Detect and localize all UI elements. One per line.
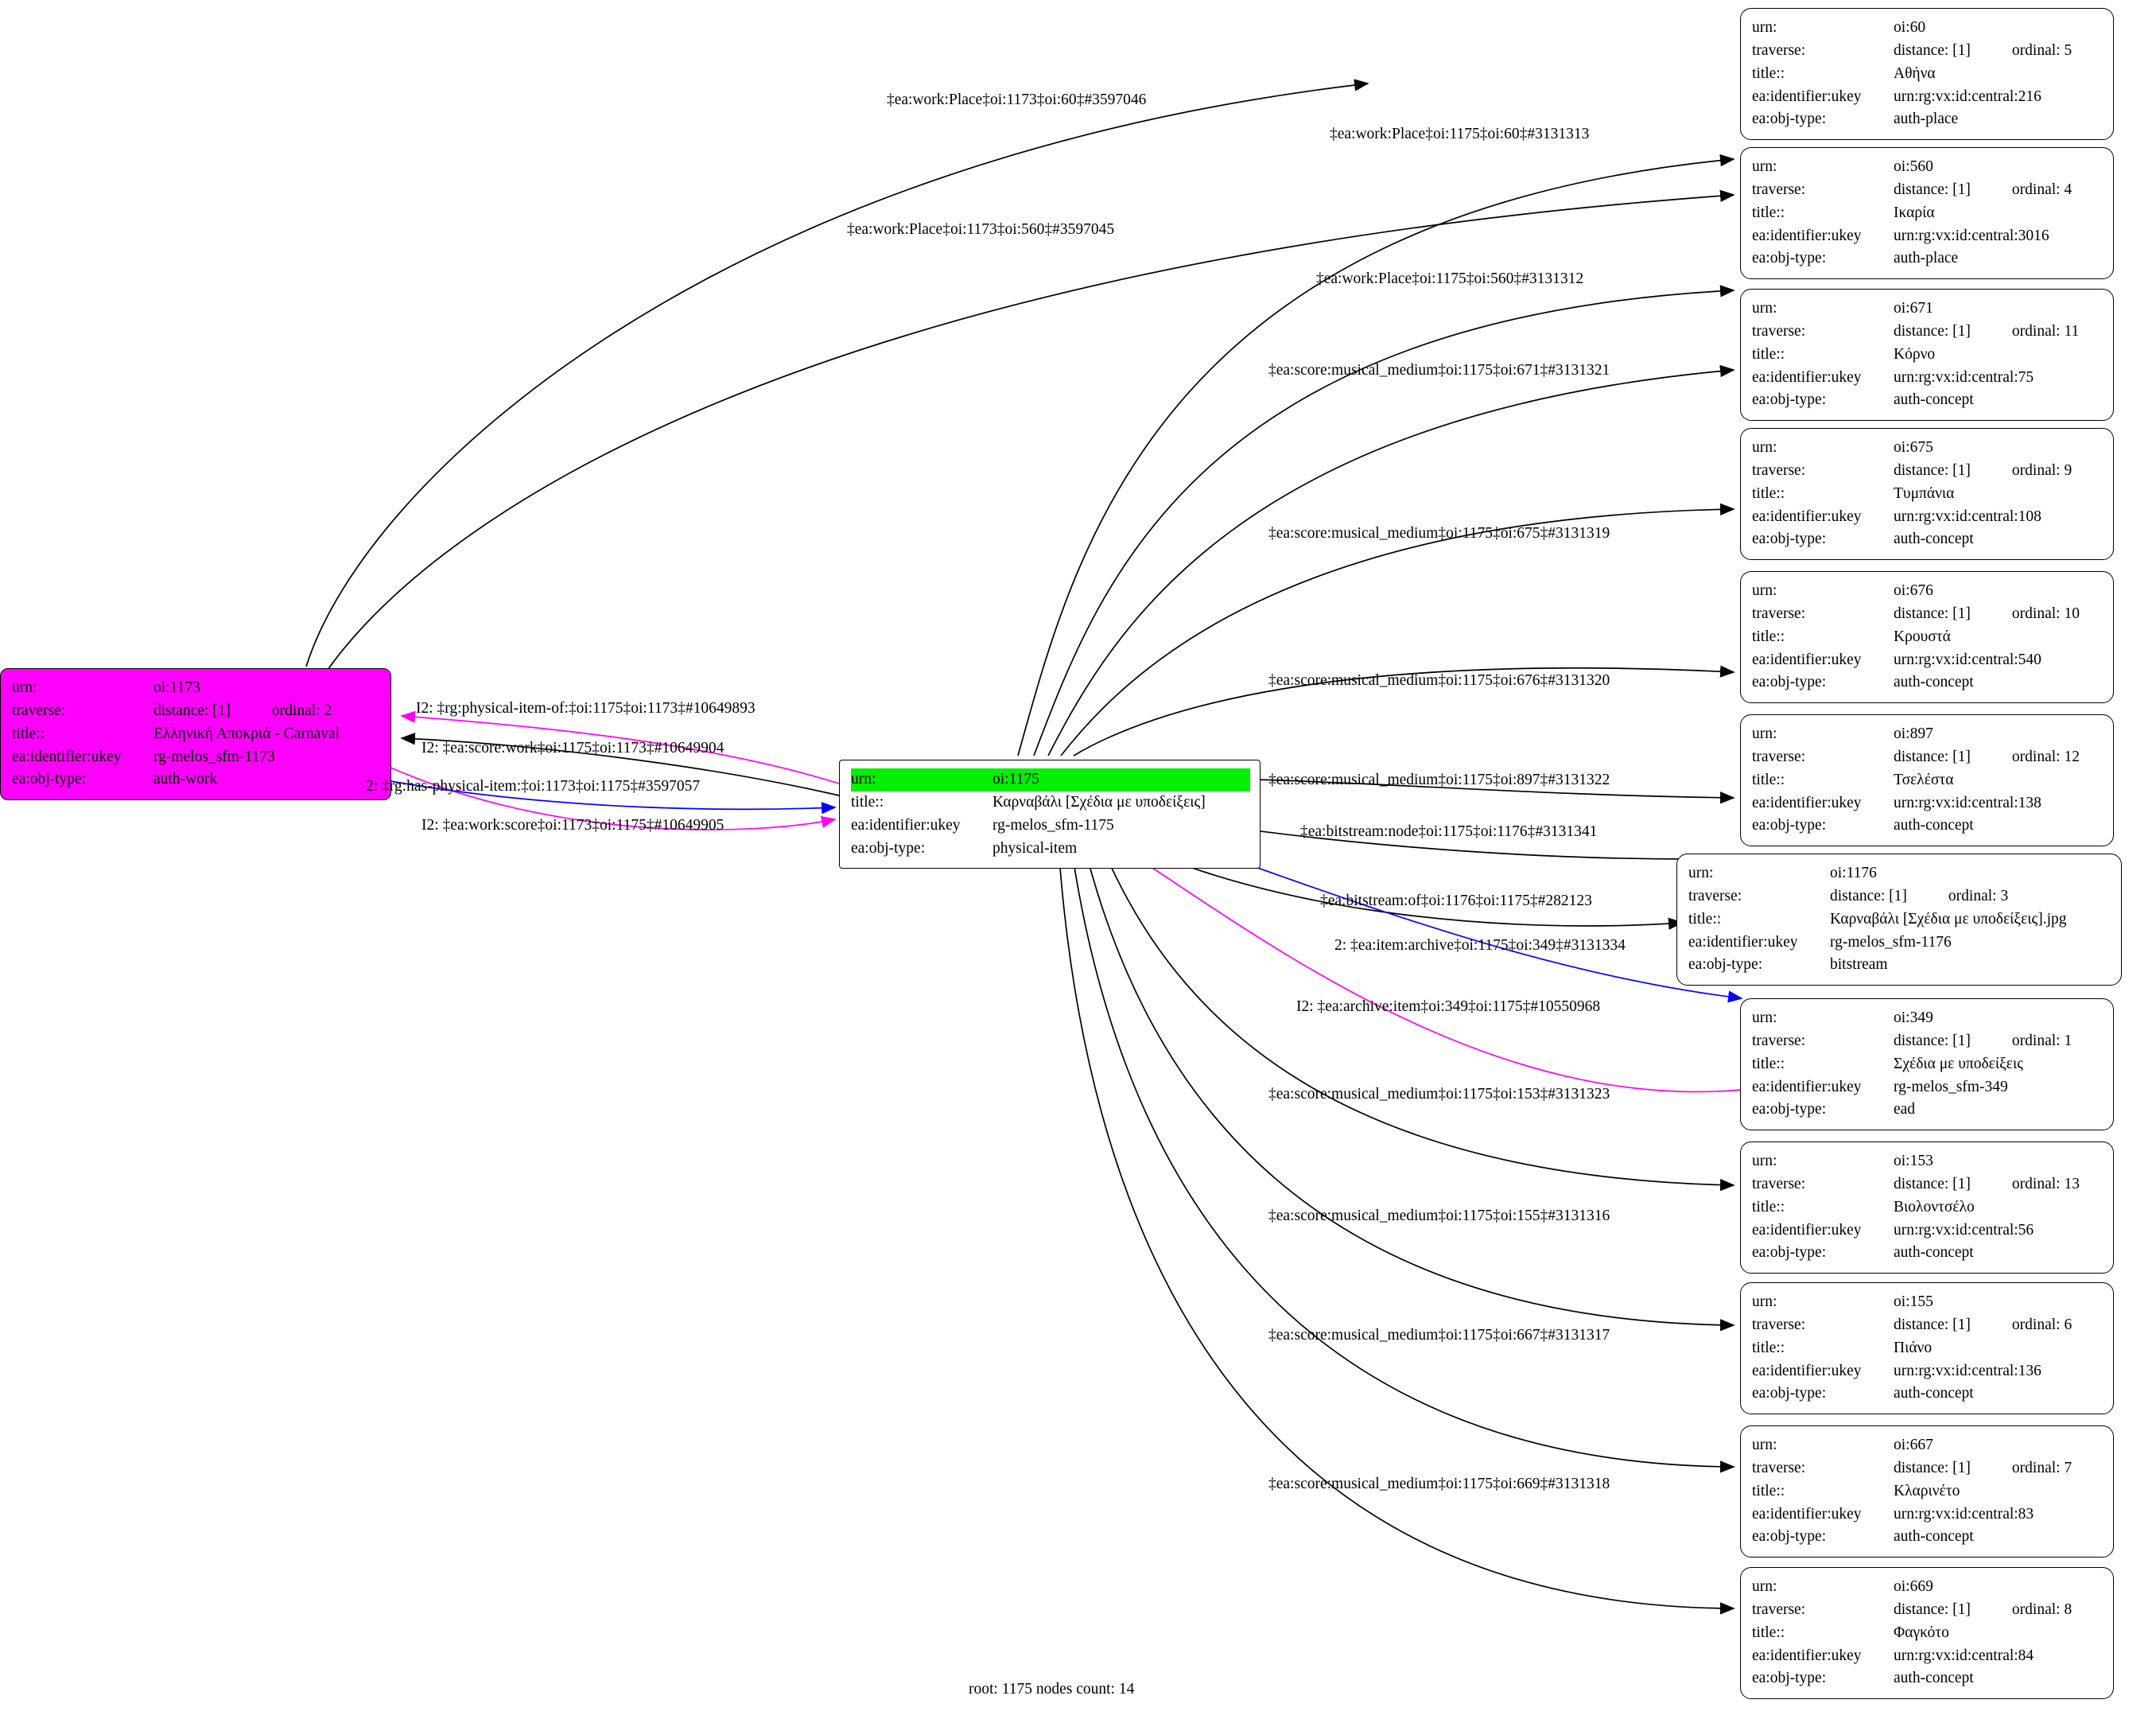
node-row-urn <box>1752 17 2104 40</box>
node-row-traverse <box>1752 321 2104 344</box>
node-item-1175[interactable] <box>839 760 1261 869</box>
field-value-title: Αθήνα <box>1894 64 1936 82</box>
node-row-urn <box>1752 723 2104 746</box>
field-label-urn: urn: <box>1752 1009 1777 1026</box>
field-label-traverse: traverse: <box>1752 1316 1806 1333</box>
field-value-urn: oi:155 <box>1894 1293 1933 1310</box>
node-row-objtype <box>1752 1667 2104 1690</box>
node-row-urn <box>1752 1576 2104 1599</box>
edge-label-mm-671: ‡ea:score:musical_medium‡oi:1175‡oi:671‡#3131321 <box>1268 362 1610 379</box>
graph-caption: root: 1175 nodes count: 14 <box>969 1681 1135 1698</box>
field-value-ordinal: ordinal: 2 <box>271 702 332 719</box>
field-value-ordinal: ordinal: 5 <box>2011 41 2072 59</box>
field-label-traverse: traverse: <box>1752 461 1806 479</box>
field-value-objtype: auth-concept <box>1894 674 1974 691</box>
node-row-ukey <box>1752 1645 2104 1668</box>
node-concept-897[interactable] <box>1740 714 2114 846</box>
field-value-distance: distance: [1] <box>1894 748 1971 765</box>
field-value-ukey: urn:rg:vx:id:central:540 <box>1894 651 2041 668</box>
node-row-traverse <box>1752 1173 2104 1196</box>
field-value-ordinal: ordinal: 8 <box>2011 1600 2072 1618</box>
field-value-ukey: rg-melos_sfm-1176 <box>1830 933 1952 951</box>
field-value-distance: distance: [1] <box>153 702 231 719</box>
field-label-ukey: ea:identifier:ukey <box>1688 933 1798 951</box>
field-value-distance: distance: [1] <box>1894 1316 1971 1333</box>
field-label-title: title:: <box>1752 1339 1785 1356</box>
node-row-title <box>1752 1053 2104 1076</box>
field-value-objtype: auth-concept <box>1894 1670 1974 1687</box>
node-row-title <box>1752 1622 2104 1645</box>
node-concept-153[interactable] <box>1740 1141 2114 1274</box>
field-value-urn: oi:671 <box>1894 300 1933 317</box>
node-concept-676[interactable] <box>1740 571 2114 703</box>
field-label-objtype: ea:obj-type: <box>1752 674 1827 691</box>
field-value-urn: oi:153 <box>1894 1153 1933 1169</box>
field-label-objtype: ea:obj-type: <box>1688 956 1763 974</box>
field-value-ukey: urn:rg:vx:id:central:216 <box>1894 88 2041 105</box>
field-label-urn: urn: <box>1752 725 1777 742</box>
node-row-objtype <box>1752 1242 2104 1265</box>
node-place-60[interactable] <box>1740 8 2114 140</box>
node-row-urn <box>12 677 381 700</box>
field-label-urn: urn: <box>1752 158 1777 175</box>
field-label-traverse: traverse: <box>1752 1175 1806 1192</box>
node-row-urn <box>1752 298 2104 321</box>
node-concept-671[interactable] <box>1740 289 2114 421</box>
node-row-urn <box>1688 862 2111 885</box>
node-row-urn <box>1752 1150 2104 1173</box>
node-work-1173[interactable] <box>0 668 391 800</box>
field-value-ukey: rg-melos_sfm-1173 <box>153 748 275 765</box>
field-label-ukey: ea:identifier:ukey <box>1752 1221 1862 1239</box>
edge-label-1175-place-560: ‡ea:work:Place‡oi:1175‡oi:560‡#3131312 <box>1316 270 1584 287</box>
node-row-objtype <box>1752 1099 2104 1122</box>
field-label-traverse: traverse: <box>12 702 66 719</box>
field-value-distance: distance: [1] <box>1894 1032 1971 1049</box>
node-row-ukey <box>1688 931 2111 955</box>
edge-label-mm-667: ‡ea:score:musical_medium‡oi:1175‡oi:667‡#3131317 <box>1268 1327 1610 1344</box>
field-value-title: Βιολοντσέλο <box>1894 1198 1975 1215</box>
field-value-objtype: physical-item <box>993 839 1078 857</box>
field-label-traverse: traverse: <box>1752 1459 1806 1476</box>
field-value-ordinal: ordinal: 12 <box>2011 748 2080 765</box>
field-label-traverse: traverse: <box>1752 748 1806 765</box>
node-row-ukey <box>12 746 381 769</box>
field-value-objtype: ead <box>1894 1101 1916 1118</box>
node-concept-155[interactable] <box>1740 1282 2114 1414</box>
field-label-traverse: traverse: <box>1752 605 1806 622</box>
field-value-urn: oi:669 <box>1894 1578 1933 1595</box>
field-label-traverse: traverse: <box>1752 1600 1806 1618</box>
node-row-urn <box>851 768 1250 791</box>
field-label-urn: urn: <box>1752 1437 1777 1453</box>
node-row-ukey <box>1752 1219 2104 1243</box>
node-row-traverse <box>1752 1599 2104 1622</box>
node-row-ukey <box>1752 86 2104 109</box>
field-value-distance: distance: [1] <box>1894 605 1971 622</box>
field-label-objtype: ea:obj-type: <box>851 839 926 857</box>
node-row-objtype <box>1752 671 2104 694</box>
node-row-title <box>1688 908 2111 931</box>
node-row-ukey <box>1752 506 2104 529</box>
node-place-560[interactable] <box>1740 147 2114 279</box>
field-value-urn: oi:349 <box>1894 1009 1933 1026</box>
field-label-objtype: ea:obj-type: <box>1752 1528 1827 1546</box>
node-row-objtype <box>1752 389 2104 412</box>
field-value-title: Κρουστά <box>1894 628 1951 645</box>
field-label-objtype: ea:obj-type: <box>1752 1670 1827 1687</box>
node-row-title <box>1752 63 2104 86</box>
node-row-traverse <box>1752 746 2104 769</box>
field-value-distance: distance: [1] <box>1894 41 1971 59</box>
field-value-urn: oi:560 <box>1894 158 1933 175</box>
field-label-objtype: ea:obj-type: <box>1752 1101 1827 1118</box>
node-row-title <box>851 791 1250 815</box>
node-row-title <box>1752 344 2104 367</box>
edge-label-mm-675: ‡ea:score:musical_medium‡oi:1175‡oi:675‡#3131319 <box>1268 525 1610 542</box>
field-label-urn: urn: <box>851 771 876 788</box>
field-value-objtype: auth-concept <box>1894 1528 1974 1546</box>
node-row-traverse <box>1688 885 2111 908</box>
field-label-traverse: traverse: <box>1752 322 1806 340</box>
field-value-objtype: auth-place <box>1894 250 1959 267</box>
edge-label-work-score: I2: ‡ea:work:score‡oi:1173‡oi:1175‡#10649905 <box>421 817 724 834</box>
edge-label-has-physical-item: 2: ‡rg:has-physical-item:‡oi:1173‡oi:1175‡#3597057 <box>366 778 701 795</box>
field-label-title: title:: <box>1752 204 1785 221</box>
node-row-urn <box>1752 437 2104 460</box>
field-label-urn: urn: <box>1752 439 1777 456</box>
field-value-ordinal: ordinal: 7 <box>2011 1459 2072 1476</box>
field-value-ordinal: ordinal: 3 <box>1948 887 2009 904</box>
field-value-title: Καρναβάλι [Σχέδια με υποδείξεις].jpg <box>1830 910 2067 928</box>
field-label-urn: urn: <box>1752 582 1777 599</box>
field-value-urn: oi:667 <box>1894 1437 1933 1453</box>
field-label-ukey: ea:identifier:ukey <box>1752 1362 1862 1379</box>
field-value-distance: distance: [1] <box>1830 887 1907 904</box>
node-row-objtype <box>1752 1526 2104 1549</box>
field-value-title: Τσελέστα <box>1894 771 1954 788</box>
field-label-urn: urn: <box>1752 300 1777 317</box>
field-value-ordinal: ordinal: 13 <box>2011 1175 2080 1192</box>
field-label-ukey: ea:identifier:ukey <box>12 748 122 765</box>
field-label-ukey: ea:identifier:ukey <box>1752 651 1862 668</box>
edge-label-mm-153: ‡ea:score:musical_medium‡oi:1175‡oi:153‡#3131323 <box>1268 1086 1610 1103</box>
field-label-urn: urn: <box>12 679 37 696</box>
field-label-objtype: ea:obj-type: <box>1752 817 1827 834</box>
node-row-traverse <box>1752 603 2104 626</box>
field-label-objtype: ea:obj-type: <box>1752 250 1827 267</box>
node-row-traverse <box>1752 179 2104 202</box>
node-row-objtype <box>12 768 381 791</box>
edge-label-bitstream-node: ‡ea:bitstream:node‡oi:1175‡oi:1176‡#3131341 <box>1300 823 1598 840</box>
edge-label-mm-669: ‡ea:score:musical_medium‡oi:1175‡oi:669‡#3131318 <box>1268 1476 1610 1492</box>
field-label-urn: urn: <box>1752 1578 1777 1595</box>
field-value-ukey: rg-melos_sfm-349 <box>1894 1078 2008 1095</box>
field-label-traverse: traverse: <box>1752 41 1806 59</box>
field-label-traverse: traverse: <box>1752 181 1806 198</box>
node-row-ukey <box>1752 1076 2104 1099</box>
field-value-objtype: auth-concept <box>1894 1244 1974 1262</box>
edge-label-physical-item-of: I2: ‡rg:physical-item-of:‡oi:1175‡oi:1173‡#10649893 <box>416 700 756 717</box>
field-label-ukey: ea:identifier:ukey <box>1752 1078 1862 1095</box>
field-label-objtype: ea:obj-type: <box>1752 111 1827 128</box>
field-label-urn: urn: <box>1688 865 1714 881</box>
node-row-urn <box>1752 1434 2104 1457</box>
field-value-ukey: urn:rg:vx:id:central:84 <box>1894 1647 2034 1664</box>
node-row-urn <box>1752 1291 2104 1314</box>
field-value-urn: oi:1176 <box>1830 865 1877 881</box>
field-value-urn: oi:1175 <box>993 771 1039 788</box>
field-value-objtype: auth-work <box>153 771 218 788</box>
field-label-objtype: ea:obj-type: <box>1752 1385 1827 1402</box>
field-value-ukey: urn:rg:vx:id:central:136 <box>1894 1362 2041 1379</box>
field-value-ordinal: ordinal: 4 <box>2011 181 2072 198</box>
field-value-title: Κλαρινέτο <box>1894 1482 1960 1499</box>
field-label-title: title:: <box>1752 484 1785 502</box>
node-ead-349[interactable] <box>1740 998 2114 1130</box>
node-row-ukey <box>1752 792 2104 815</box>
node-row-objtype <box>1752 528 2104 551</box>
field-value-objtype: auth-concept <box>1894 817 1974 834</box>
field-label-ukey: ea:identifier:ukey <box>1752 1505 1862 1523</box>
field-value-distance: distance: [1] <box>1894 181 1971 198</box>
node-row-urn <box>1752 156 2104 179</box>
edge-label-score-work: I2: ‡ea:score:work‡oi:1175‡oi:1173‡#10649904 <box>421 740 724 756</box>
node-concept-675[interactable] <box>1740 428 2114 560</box>
field-value-title: Καρναβάλι [Σχέδια με υποδείξεις] <box>993 793 1206 811</box>
node-row-title <box>12 723 381 746</box>
field-value-ukey: urn:rg:vx:id:central:3016 <box>1894 227 2049 244</box>
field-value-ukey: urn:rg:vx:id:central:75 <box>1894 368 2034 386</box>
field-value-title: Τυμπάνια <box>1894 484 1955 502</box>
field-value-objtype: auth-concept <box>1894 391 1974 409</box>
node-concept-669[interactable] <box>1740 1567 2114 1699</box>
node-row-traverse <box>1752 40 2104 63</box>
field-value-ukey: rg-melos_sfm-1175 <box>993 816 1114 834</box>
field-label-title: title:: <box>12 725 45 742</box>
edge-label-bitstream-of: ‡ea:bitstream:of‡oi:1176‡oi:1175‡#282123 <box>1320 893 1592 909</box>
field-label-urn: urn: <box>1752 1293 1777 1310</box>
field-label-urn: urn: <box>1752 19 1777 36</box>
node-row-title <box>1752 483 2104 506</box>
field-value-urn: oi:60 <box>1894 19 1926 36</box>
edge-label-archive-item: I2: ‡ea:archive:item‡oi:349‡oi:1175‡#10550968 <box>1296 998 1601 1015</box>
field-label-ukey: ea:identifier:ukey <box>1752 794 1862 811</box>
field-label-ukey: ea:identifier:ukey <box>1752 88 1862 105</box>
field-value-title: Κόρνο <box>1894 345 1936 363</box>
node-row-traverse <box>1752 1314 2104 1337</box>
node-row-ukey <box>1752 649 2104 672</box>
field-label-title: title:: <box>1752 771 1785 788</box>
node-row-ukey <box>851 815 1250 838</box>
field-label-objtype: ea:obj-type: <box>1752 1244 1827 1262</box>
edge-label-item-archive: 2: ‡ea:item:archive‡oi:1175‡oi:349‡#3131334 <box>1334 937 1626 954</box>
field-value-distance: distance: [1] <box>1894 1175 1971 1192</box>
field-value-ordinal: ordinal: 1 <box>2011 1032 2072 1049</box>
field-value-urn: oi:1173 <box>153 679 200 696</box>
node-row-title <box>1752 1480 2104 1503</box>
field-value-distance: distance: [1] <box>1894 1600 1971 1618</box>
field-label-objtype: ea:obj-type: <box>12 771 87 788</box>
field-value-urn: oi:675 <box>1894 439 1933 456</box>
field-value-ukey: urn:rg:vx:id:central:138 <box>1894 794 2041 811</box>
field-label-ukey: ea:identifier:ukey <box>1752 508 1862 525</box>
node-row-objtype <box>1752 815 2104 838</box>
node-row-title <box>1752 626 2104 649</box>
node-row-traverse <box>12 700 381 723</box>
field-value-urn: oi:897 <box>1894 725 1933 742</box>
field-label-ukey: ea:identifier:ukey <box>1752 1647 1862 1664</box>
field-label-traverse: traverse: <box>1752 1032 1806 1049</box>
field-value-ukey: urn:rg:vx:id:central:108 <box>1894 508 2041 525</box>
field-value-title: Πιάνο <box>1894 1339 1933 1356</box>
field-label-title: title:: <box>1752 1624 1785 1641</box>
edge-label-1175-place-60: ‡ea:work:Place‡oi:1175‡oi:60‡#3131313 <box>1330 126 1590 142</box>
node-row-objtype <box>1752 247 2104 270</box>
node-row-title <box>1752 202 2104 225</box>
field-value-title: Φαγκότο <box>1894 1624 1949 1641</box>
field-label-title: title:: <box>1752 345 1785 363</box>
field-value-title: Σχέδια με υποδείξεις <box>1894 1055 2023 1072</box>
node-bitstream-1176[interactable] <box>1676 854 2122 986</box>
field-value-ordinal: ordinal: 9 <box>2011 461 2072 479</box>
field-value-ordinal: ordinal: 10 <box>2011 605 2080 622</box>
field-value-ordinal: ordinal: 6 <box>2011 1316 2072 1333</box>
field-value-ukey: urn:rg:vx:id:central:56 <box>1894 1221 2034 1239</box>
field-value-objtype: bitstream <box>1830 956 1888 974</box>
node-row-title <box>1752 769 2104 792</box>
field-label-title: title:: <box>851 793 884 811</box>
node-row-traverse <box>1752 460 2104 483</box>
field-label-traverse: traverse: <box>1688 887 1742 904</box>
edge-label-mm-676: ‡ea:score:musical_medium‡oi:1175‡oi:676‡#3131320 <box>1268 672 1610 689</box>
node-concept-667[interactable] <box>1740 1425 2114 1558</box>
node-row-title <box>1752 1196 2104 1219</box>
edge-label-work-place-560: ‡ea:work:Place‡oi:1173‡oi:560‡#3597045 <box>847 221 1115 238</box>
field-label-title: title:: <box>1752 1482 1785 1499</box>
edge-label-mm-897: ‡ea:score:musical_medium‡oi:1175‡oi:897‡#3131322 <box>1268 772 1610 788</box>
field-value-objtype: auth-concept <box>1894 1385 1974 1402</box>
field-value-ordinal: ordinal: 11 <box>2011 322 2080 340</box>
node-row-objtype <box>1688 954 2111 977</box>
field-value-title: Ελληνική Αποκριά - Carnaval <box>153 725 340 742</box>
field-label-objtype: ea:obj-type: <box>1752 531 1827 548</box>
field-value-urn: oi:676 <box>1894 582 1933 599</box>
field-value-objtype: auth-concept <box>1894 531 1974 548</box>
field-label-title: title:: <box>1752 1198 1785 1215</box>
field-label-objtype: ea:obj-type: <box>1752 391 1827 409</box>
field-value-distance: distance: [1] <box>1894 322 1971 340</box>
field-value-distance: distance: [1] <box>1894 1459 1971 1476</box>
field-label-title: title:: <box>1752 628 1785 645</box>
field-label-ukey: ea:identifier:ukey <box>1752 368 1862 386</box>
field-label-urn: urn: <box>1752 1153 1777 1169</box>
node-row-ukey <box>1752 367 2104 390</box>
field-value-title: Ικαρία <box>1894 204 1935 221</box>
field-value-distance: distance: [1] <box>1894 461 1971 479</box>
edge-label-work-place-60: ‡ea:work:Place‡oi:1173‡oi:60‡#3597046 <box>887 91 1147 108</box>
node-row-ukey <box>1752 1503 2104 1526</box>
field-value-objtype: auth-place <box>1894 111 1959 128</box>
node-row-ukey <box>1752 1360 2104 1383</box>
node-row-traverse <box>1752 1457 2104 1480</box>
field-label-ukey: ea:identifier:ukey <box>1752 227 1862 244</box>
node-row-objtype <box>1752 108 2104 131</box>
field-value-ukey: urn:rg:vx:id:central:83 <box>1894 1505 2034 1523</box>
node-row-traverse <box>1752 1030 2104 1053</box>
node-row-objtype <box>851 838 1250 861</box>
field-label-ukey: ea:identifier:ukey <box>851 816 961 834</box>
field-label-title: title:: <box>1688 910 1722 928</box>
node-row-urn <box>1752 580 2104 603</box>
edge-label-mm-155: ‡ea:score:musical_medium‡oi:1175‡oi:155‡#3131316 <box>1268 1208 1610 1224</box>
node-row-urn <box>1752 1007 2104 1030</box>
node-row-ukey <box>1752 225 2104 248</box>
node-row-title <box>1752 1337 2104 1360</box>
node-row-objtype <box>1752 1383 2104 1406</box>
field-label-title: title:: <box>1752 1055 1785 1072</box>
field-label-title: title:: <box>1752 64 1785 82</box>
